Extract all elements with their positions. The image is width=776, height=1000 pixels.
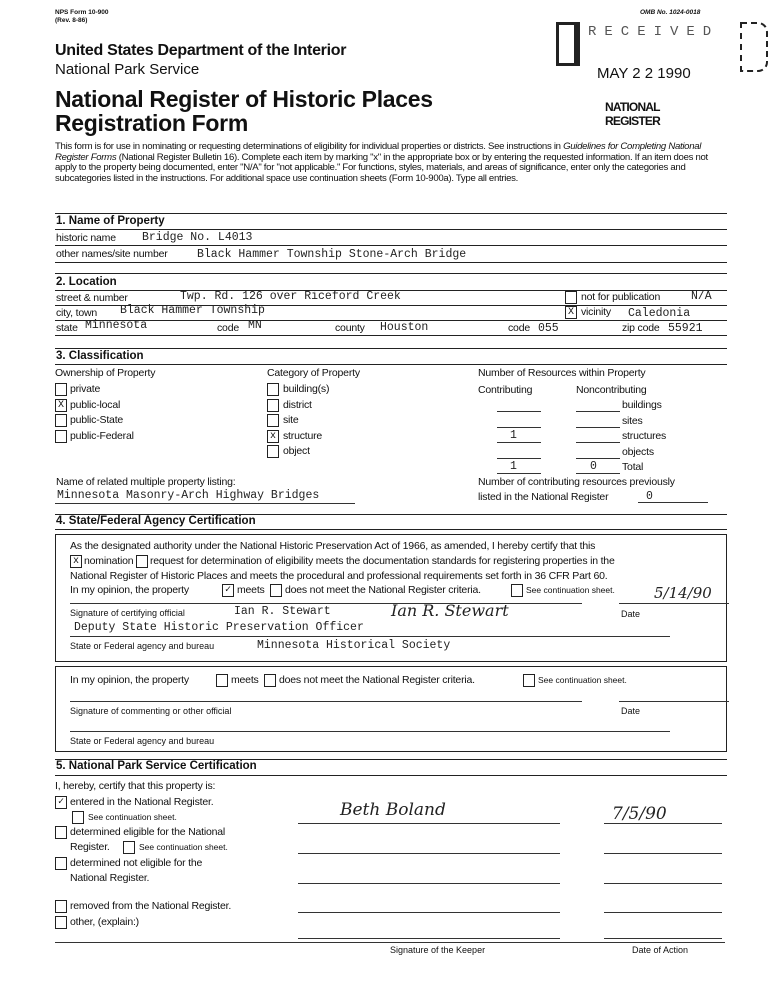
nfp-label: not for publication: [581, 291, 661, 303]
opinion-label: In my opinion, the property: [70, 584, 189, 596]
historic-name-label: historic name: [56, 232, 116, 244]
ownership-option-label: private: [70, 383, 101, 395]
zip-label: zip code: [622, 322, 660, 334]
city-label: city, town: [56, 307, 97, 319]
entered-checkbox[interactable]: ✓: [55, 796, 67, 809]
category-option-label: object: [283, 445, 310, 457]
cert-text-1: As the designated authority under the National Historic Preservation Act of 1966, as amended, I hereby certify that this: [70, 540, 596, 552]
noncontributing-count[interactable]: 0: [590, 460, 597, 473]
page-title: National Register of Historic Places: [55, 86, 433, 112]
b2-signature-label: Signature of commenting or other official: [70, 706, 232, 716]
county-label: county: [335, 322, 365, 334]
see-cont-2-checkbox[interactable]: [123, 841, 135, 854]
b2-see-continuation-checkbox[interactable]: [523, 674, 535, 687]
contributing-count[interactable]: 1: [510, 429, 517, 442]
keeper-label: Signature of the Keeper: [390, 945, 486, 955]
state-code-label: code: [217, 322, 239, 334]
related-listing-label: Name of related multiple property listing:: [56, 476, 236, 488]
signature-line: [298, 938, 560, 939]
not-meet-checkbox[interactable]: [270, 584, 282, 597]
see-continuation-checkbox[interactable]: [511, 584, 523, 597]
zip-field[interactable]: 55921: [668, 322, 703, 335]
noncontributing-line: [576, 427, 620, 428]
see-cont-1-checkbox[interactable]: [72, 811, 84, 824]
nps-certify-label: I, hereby, certify that this property is:: [55, 780, 216, 792]
comment-box: [55, 666, 727, 752]
category-option-label: site: [283, 414, 299, 426]
ownership-option-label: public-Federal: [70, 429, 134, 442]
noncontributing-line: [576, 442, 620, 443]
omb-number: OMB No. 1024-0018: [640, 9, 701, 16]
meets-label: meets: [237, 584, 265, 596]
category-checkbox[interactable]: [267, 414, 279, 427]
page-subtitle: Registration Form: [55, 110, 248, 136]
entered-label: entered in the National Register.: [70, 796, 214, 808]
contributing-line: [497, 458, 541, 459]
noncontributing-label: Noncontributing: [576, 384, 647, 396]
date-line: [604, 912, 722, 913]
ownership-checkbox[interactable]: [55, 430, 67, 443]
ownership-checkbox[interactable]: [55, 414, 67, 427]
contributing-line: [497, 473, 541, 474]
city-field[interactable]: Black Hammer Township: [120, 304, 265, 317]
resource-type-label: Total: [622, 461, 644, 473]
removed-label: removed from the National Register.: [70, 900, 232, 912]
agency-label: State or Federal agency and bureau: [70, 641, 215, 651]
resources-label: Number of Resources within Property: [478, 367, 646, 379]
see-cont-1-label: See continuation sheet.: [88, 812, 177, 822]
category-checkbox[interactable]: [267, 383, 279, 396]
agency: National Park Service: [55, 61, 200, 78]
form-revision: (Rev. 8-86): [55, 17, 88, 24]
removed-checkbox[interactable]: [55, 900, 67, 913]
noncontributing-line: [576, 458, 620, 459]
signature-line: [298, 823, 560, 824]
signer-title: Deputy State Historic Preservation Officer: [74, 621, 364, 634]
contributing-count[interactable]: 1: [510, 460, 517, 473]
instructions-paragraph: This form is for use in nominating or requesting determinations of eligibility for individual properties or districts. See instructions in Guidelines for Completing National Register Forms (National Register Bulletin 16). Complete each item by marking "x" in the appropriate box or by entering the requested information. If an item does not apply to the property being documented, enter "N/A" for "not applicable." For functions, styles, materials, and areas of significance, enter only the categories and subcategories listed in the instructions. For additional space use continuation sheets (Form 10-900a). Type all entries.: [55, 141, 708, 184]
section-5-title: 5. National Park Service Certification: [56, 760, 257, 772]
keeper-signature: Beth Boland: [340, 800, 446, 820]
vicinity-field[interactable]: Caledonia: [628, 307, 691, 320]
state-label: state: [56, 322, 78, 334]
ownership-checkbox[interactable]: X: [55, 399, 67, 412]
see-cont-2-label: See continuation sheet.: [139, 842, 228, 852]
other-checkbox[interactable]: [55, 916, 67, 929]
date-line: [604, 823, 722, 824]
nomination-label: nomination: [84, 555, 134, 567]
noncontributing-line: [576, 411, 620, 412]
b2-see-continuation-label: See continuation sheet.: [538, 675, 627, 685]
county-field[interactable]: Houston: [380, 321, 429, 334]
not-eligible-label: determined not eligible for the: [70, 857, 203, 869]
stamp-date: MAY 2 2 1990: [597, 65, 691, 82]
county-code-field[interactable]: 055: [538, 322, 559, 335]
noncontributing-line: [576, 473, 620, 474]
category-checkbox[interactable]: x: [267, 430, 279, 443]
other-names-label: other names/site number: [56, 248, 168, 260]
contributing-label: Contributing: [478, 384, 533, 396]
date-of-action-label: Date of Action: [632, 945, 689, 955]
agency-field[interactable]: Minnesota Historical Society: [257, 639, 451, 652]
stamp-received-text: RECEIVED: [588, 24, 720, 40]
divider: [55, 213, 727, 214]
nfp-value: N/A: [691, 290, 712, 303]
date-label: Date: [621, 609, 641, 619]
date-line: [604, 853, 722, 854]
contributing-line: [497, 442, 541, 443]
related-listing-field[interactable]: Minnesota Masonry-Arch Highway Bridges: [57, 489, 320, 502]
request-checkbox[interactable]: [136, 555, 148, 568]
other-names-field[interactable]: Black Hammer Township Stone-Arch Bridge: [197, 248, 467, 261]
section-3-title: 3. Classification: [56, 350, 144, 362]
other-label: other, (explain:): [70, 916, 139, 928]
not-meet-label: does not meet the National Register criteria.: [285, 584, 481, 596]
not-eligible-label-2: National Register.: [70, 872, 150, 884]
section-2-title: 2. Location: [56, 276, 117, 288]
b2-agency-label: State or Federal agency and bureau: [70, 736, 215, 746]
section-4-title: 4. State/Federal Agency Certification: [56, 515, 256, 527]
b2-not-meet-checkbox[interactable]: [264, 674, 276, 687]
historic-name-field[interactable]: Bridge No. L4013: [142, 231, 253, 244]
national-register-stamp: NATIONAL REGISTER: [605, 100, 660, 128]
b2-meets-label: meets: [231, 674, 259, 686]
signature-line: [298, 912, 560, 913]
street-field[interactable]: Twp. Rd. 126 over Riceford Creek: [180, 290, 401, 303]
previously-listed-label-2: listed in the National Register: [478, 491, 609, 503]
category-checkbox[interactable]: [267, 399, 279, 412]
resource-type-label: buildings: [622, 399, 662, 411]
department: United States Department of the Interior: [55, 42, 347, 59]
state-code-field[interactable]: MN: [248, 319, 262, 332]
category-checkbox[interactable]: [267, 445, 279, 458]
signature-line: [298, 883, 560, 884]
category-option-label: structure: [283, 429, 323, 442]
street-label: street & number: [56, 292, 128, 304]
request-label: request for determination of eligibility meets the documentation standards for registering properties in the: [150, 555, 615, 567]
ownership-checkbox[interactable]: [55, 383, 67, 396]
b2-date-label: Date: [621, 706, 641, 716]
vicinity-checkbox[interactable]: X: [565, 306, 577, 319]
b2-opinion-label: In my opinion, the property: [70, 674, 189, 686]
signer-name: Ian R. Stewart: [234, 605, 331, 618]
eligible-label: determined eligible for the National: [70, 826, 226, 838]
previously-listed-label: Number of contributing resources previously: [478, 476, 675, 488]
signature-line: [298, 853, 560, 854]
vicinity-label: vicinity: [581, 306, 611, 318]
see-continuation-label: See continuation sheet.: [526, 585, 615, 595]
b2-meets-checkbox[interactable]: [216, 674, 228, 687]
county-code-label: code: [508, 322, 530, 334]
certification-date: 5/14/90: [654, 584, 712, 602]
category-label: Category of Property: [267, 367, 360, 379]
state-field[interactable]: Minnesota: [85, 319, 148, 332]
not-for-publication-checkbox[interactable]: [565, 291, 577, 304]
category-option-label: district: [283, 398, 312, 411]
action-date: 7/5/90: [612, 804, 667, 824]
meets-checkbox[interactable]: ✓: [222, 584, 234, 597]
certifying-signature-label: Signature of certifying official: [70, 608, 185, 618]
previously-listed-field[interactable]: 0: [646, 490, 653, 503]
not-eligible-checkbox[interactable]: [55, 857, 67, 870]
nomination-checkbox[interactable]: x: [70, 555, 82, 568]
resource-type-label: structures: [622, 430, 667, 442]
ownership-label: Ownership of Property: [55, 367, 156, 379]
form-number: NPS Form 10-900: [55, 9, 109, 16]
resource-type-label: objects: [622, 445, 654, 458]
section-1-title: 1. Name of Property: [56, 215, 165, 227]
date-line: [604, 938, 722, 939]
b2-not-meet-label: does not meet the National Register criteria.: [279, 674, 475, 686]
ownership-option-label: public-local: [70, 398, 121, 411]
contributing-line: [497, 427, 541, 428]
eligible-checkbox[interactable]: [55, 826, 67, 839]
date-line: [604, 883, 722, 884]
resource-type-label: sites: [622, 414, 643, 427]
ownership-option-label: public-State: [70, 414, 124, 426]
certifying-signature: Ian R. Stewart: [391, 601, 509, 620]
contributing-line: [497, 411, 541, 412]
cert-text-3: National Register of Historic Places and meets the procedural and professional requirements set forth in 36 CFR Part 60.: [70, 570, 608, 582]
eligible-label-2: Register.: [70, 841, 110, 853]
category-option-label: building(s): [283, 383, 330, 395]
certification-box: [55, 534, 727, 662]
